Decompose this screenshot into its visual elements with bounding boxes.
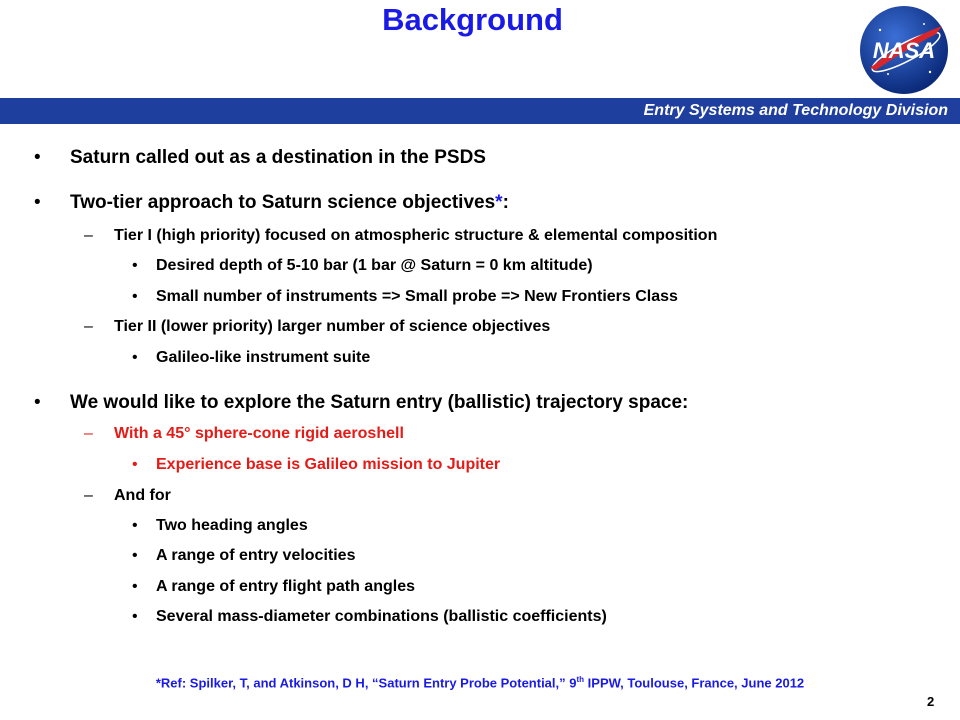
page-number: 2 [927, 694, 935, 709]
bullet-symbol: • [132, 349, 138, 366]
footnote-marker: * [495, 192, 503, 213]
bullet-symbol: • [132, 547, 138, 564]
sub-sub-heading: Two heading angles [156, 517, 308, 534]
bullet-psds: Saturn called out as a destination in the PSDS [70, 147, 486, 168]
sub-tier-2: Tier II (lower priority) larger number of science objectives [114, 318, 551, 335]
dash-symbol: – [84, 487, 93, 504]
sub-sub-instruments: Small number of instruments => Small probe => New Frontiers Class [156, 288, 678, 305]
division-bar: Entry Systems and Technology Division [0, 98, 960, 124]
bullet-symbol: • [132, 517, 138, 534]
bullet-two-tier: Two-tier approach to Saturn science objectives*: [70, 192, 509, 213]
bullet-symbol: • [34, 147, 41, 168]
sub-sub-galileo: Galileo-like instrument suite [156, 349, 371, 366]
bullet-symbol: • [34, 392, 41, 413]
bullet-symbol: • [132, 257, 138, 274]
bullet-symbol: • [34, 192, 41, 213]
sub-sub-mass-diameter: Several mass-diameter combinations (ballistic coefficients) [156, 608, 607, 625]
dash-symbol: – [84, 318, 93, 335]
dash-symbol: – [84, 227, 93, 244]
sub-sub-experience: Experience base is Galileo mission to Jupiter [156, 456, 501, 473]
sub-sub-depth: Desired depth of 5-10 bar (1 bar @ Saturn = 0 km altitude) [156, 257, 593, 274]
nasa-logo [858, 4, 950, 96]
slide-title: Background [382, 2, 563, 37]
bullet-symbol: • [132, 288, 138, 305]
bullet-symbol: • [132, 578, 138, 595]
sub-sub-fpa: A range of entry flight path angles [156, 578, 415, 595]
sub-aeroshell: With a 45° sphere-cone rigid aeroshell [114, 425, 404, 442]
bullet-symbol: • [132, 608, 138, 625]
sub-sub-velocities: A range of entry velocities [156, 547, 356, 564]
reference-footnote: *Ref: Spilker, T, and Atkinson, D H, “Saturn Entry Probe Potential,” 9th IPPW, Toulouse, France, June 2012 [155, 675, 805, 691]
bullet-symbol: • [132, 456, 138, 473]
dash-symbol: – [84, 425, 93, 442]
bullet-explore: We would like to explore the Saturn entry (ballistic) trajectory space: [70, 392, 689, 413]
sub-and-for: And for [114, 487, 171, 504]
sub-tier-1: Tier I (high priority) focused on atmospheric structure & elemental composition [114, 227, 718, 244]
svg-text:NASA: NASA [872, 38, 936, 63]
